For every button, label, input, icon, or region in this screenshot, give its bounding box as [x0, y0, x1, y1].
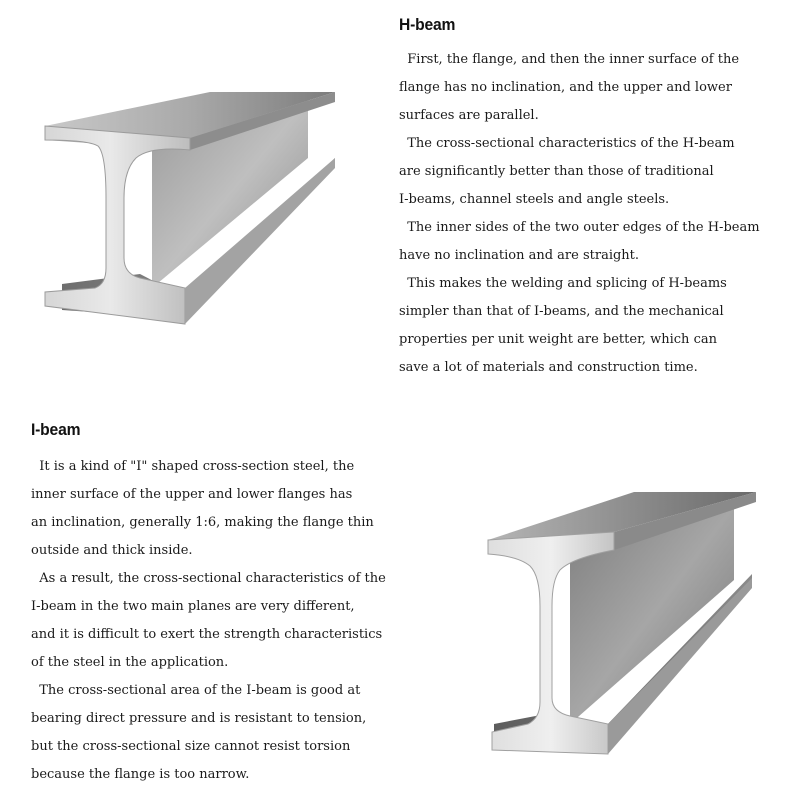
i-beam-line: an inclination, generally 1:6, making the flange thin	[31, 515, 374, 530]
h-beam-line: surfaces are parallel.	[399, 108, 539, 123]
h-beam-line: have no inclination and are straight.	[399, 248, 640, 263]
i-beam-description	[31, 453, 411, 789]
i-beam-line: because the flange is too narrow.	[31, 767, 250, 782]
h-beam-description	[399, 46, 789, 382]
i-beam-line: The cross-sectional area of the I-beam is good at	[31, 683, 361, 698]
h-beam-line: First, the flange, and then the inner surface of the	[399, 52, 740, 67]
h-beam-line: save a lot of materials and construction time.	[399, 360, 698, 375]
h-beam-line: I-beams, channel steels and angle steels.	[399, 192, 670, 207]
h-beam-line: This makes the welding and splicing of H-beams	[399, 276, 727, 291]
i-beam-line: bearing direct pressure and is resistant to tension,	[31, 711, 367, 726]
h-beam-title: H-beam	[399, 15, 456, 34]
i-beam-line: but the cross-sectional size cannot resist torsion	[31, 739, 351, 754]
i-beam-title: I-beam	[31, 420, 81, 439]
h-beam-line: flange has no inclination, and the upper and lower	[399, 80, 732, 95]
h-beam-line: The inner sides of the two outer edges of the H-beam	[399, 220, 760, 235]
i-beam-line: outside and thick inside.	[31, 543, 193, 558]
h-beam-line: simpler than that of I-beams, and the mechanical	[399, 304, 724, 319]
i-beam-line: of the steel in the application.	[31, 655, 229, 670]
i-beam-line: and it is difficult to exert the strength characteristics	[31, 627, 383, 642]
i-beam-image	[484, 488, 760, 758]
i-beam-line: I-beam in the two main planes are very different,	[31, 599, 355, 614]
h-beam-image	[40, 88, 340, 333]
i-beam-line: It is a kind of "I" shaped cross-section steel, the	[31, 459, 355, 474]
i-beam-line: inner surface of the upper and lower flanges has	[31, 487, 353, 502]
h-beam-line: properties per unit weight are better, which can	[399, 332, 717, 347]
i-beam-line: As a result, the cross-sectional characteristics of the	[31, 571, 386, 586]
h-beam-line: are significantly better than those of traditional	[399, 164, 714, 179]
h-beam-line: The cross-sectional characteristics of the H-beam	[399, 136, 735, 151]
